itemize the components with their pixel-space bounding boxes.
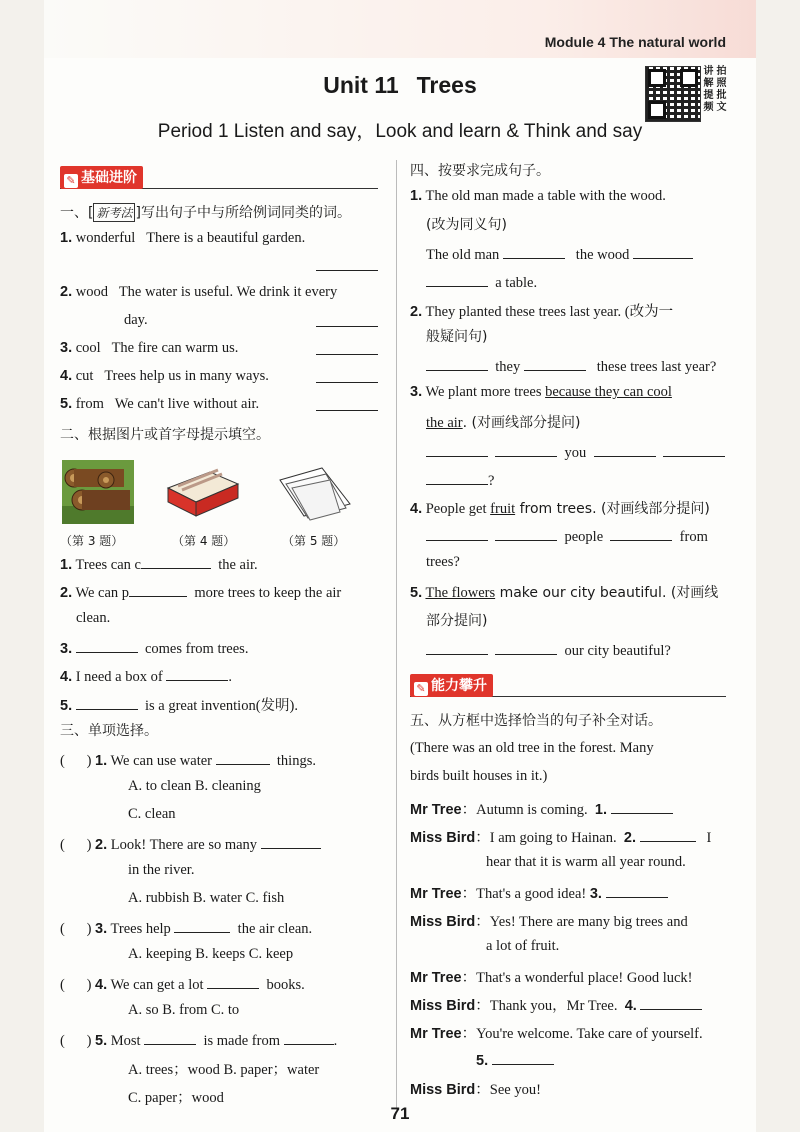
section-header-basic <box>60 166 378 189</box>
pencil-icon: ✎ <box>64 174 78 188</box>
answer-blank[interactable] <box>141 554 211 569</box>
q4-item: 3. We plant more trees because they can cool <box>410 384 672 400</box>
dialogue-line: Miss Bird：I am going to Hainan. 2. I <box>410 826 711 847</box>
page-number: 71 <box>390 1104 410 1123</box>
q5-context: birds built houses in it.) <box>410 768 548 784</box>
answer-blank[interactable] <box>640 995 702 1010</box>
q5-context: (There was an old tree in the forest. Many <box>410 740 654 756</box>
caption-3: （第 3 题） <box>60 534 124 548</box>
answer-blank[interactable] <box>495 526 557 541</box>
q3-item: ( ) 2. Look! There are so many <box>60 834 321 854</box>
dialogue-line: Miss Bird：See you! <box>410 1082 541 1098</box>
left-column: ✎ 基础进阶 一、[ 新考法 ]写出句子中与所给例词同类的词。 1. wonderful There is a beautiful garden. 2. wood The water is useful. We drink it every day. 3. cool The fire can warm us. 4. cut Trees help us in many ways. 5. from We can't live without air. 二、根据图片或首字母提示填空。 （第 3 题） （第 4 题） （第 5 题） 1. Trees can c the air. 2. We can p more trees to keep the air clean. 3. comes from trees. 4. I need a box of . 5. is a great invention(发明). 三、单项选择。 ( ) 1. We can use water things. A. to clean B. cleaning C. clean ( ) 2. Look! There are so many in the river. A. rubbish B. water C. fish ( ) 3. Trees help the air clean. A. keeping B. keeps C. keep ( ) 4. We can get a lot books. A. so B. from C. to ( ) 5. Most is made from . A. trees；wood B. paper；water C. paper；wood <box>60 160 382 1100</box>
q4-item: 4. People get fruit from trees. (对画线部分提问) <box>410 501 710 517</box>
answer-blank[interactable] <box>611 799 673 814</box>
answer-bracket[interactable]: ( ) <box>60 921 92 937</box>
q3-item: ( ) 1. We can use water things. <box>60 750 316 770</box>
q5-heading: 五、从方框中选择恰当的句子补全对话。 <box>410 713 662 729</box>
q2-item: 5. is a great invention(发明). <box>60 694 298 715</box>
q3-options: A. to clean B. cleaning <box>128 778 261 794</box>
q1-item: 2. wood The water is useful. We drink it every <box>60 284 338 300</box>
answer-blank[interactable] <box>284 1030 334 1045</box>
dialogue-line: Miss Bird：Thank you，Mr Tree. 4. <box>410 994 702 1015</box>
answer-blank[interactable] <box>594 442 656 457</box>
answer-blank[interactable] <box>426 526 488 541</box>
answer-blank[interactable] <box>640 827 696 842</box>
answer-blank[interactable] <box>316 312 378 327</box>
answer-blank[interactable] <box>524 356 586 371</box>
q4-item: 1. The old man made a table with the wood. <box>410 188 666 204</box>
q3-item: ( ) 4. We can get a lot books. <box>60 974 305 994</box>
dialogue-line: Mr Tree：You're welcome. Take care of yourself. <box>410 1026 703 1042</box>
answer-blank[interactable] <box>633 244 693 259</box>
q4-item: 5. The flowers make our city beautiful. (对画线 <box>410 585 719 601</box>
answer-blank[interactable] <box>495 640 557 655</box>
q2-pictures <box>60 458 380 528</box>
column-divider <box>396 160 397 1110</box>
q2-item: 2. We can p more trees to keep the air <box>60 582 341 602</box>
answer-blank[interactable] <box>316 340 378 355</box>
qr-code-icon[interactable] <box>645 66 701 122</box>
q2-item: 1. Trees can c the air. <box>60 554 258 574</box>
answer-blank[interactable] <box>503 244 565 259</box>
answer-blank[interactable] <box>426 640 488 655</box>
q2-item: 4. I need a box of . <box>60 666 232 686</box>
answer-bracket[interactable]: ( ) <box>60 977 92 993</box>
answer-blank[interactable] <box>174 918 230 933</box>
answer-blank[interactable] <box>495 442 557 457</box>
q2-heading: 二、根据图片或首字母提示填空。 <box>60 427 270 443</box>
answer-blank[interactable] <box>129 582 187 597</box>
answer-blank[interactable] <box>144 1030 196 1045</box>
answer-blank[interactable] <box>207 974 259 989</box>
answer-blank[interactable] <box>316 256 378 271</box>
answer-blank[interactable] <box>261 834 321 849</box>
pencil-icon: ✎ <box>414 682 428 696</box>
dialogue-line: Mr Tree：That's a wonderful place! Good luck! <box>410 970 693 986</box>
matchbox-image <box>168 470 238 516</box>
caption-5: （第 5 题） <box>282 534 346 548</box>
q3-options: A. keeping B. keeps C. keep <box>128 946 294 962</box>
answer-blank[interactable] <box>316 396 378 411</box>
q1-item: 1. wonderful There is a beautiful garden. <box>60 230 306 246</box>
logs-image <box>62 460 134 524</box>
q4-item: 2. They planted these trees last year. (改为一 <box>410 304 674 320</box>
q3-options: A. trees；wood B. paper；water <box>128 1062 320 1078</box>
module-title: Module 4 The natural world <box>544 34 726 50</box>
answer-blank[interactable] <box>426 356 488 371</box>
qr-labels: 讲 拍 解 照 提 批 频 文 <box>703 66 727 113</box>
q1-heading: 一、[ 新考法 ]写出句子中与所给例词同类的词。 <box>60 205 351 221</box>
q1-item: 5. from We can't live without air. <box>60 396 260 412</box>
q3-options: C. clean <box>128 806 176 822</box>
unit-name: Trees <box>416 72 477 98</box>
right-column: 四、按要求完成句子。 1. The old man made a table with the wood. (改为同义句) The old man the wood a table. 2. They planted these trees last year. (改为一 般疑问句) they these trees last year? 3. We plant more trees because they can cool the air. (对画线部分提问) you ? 4. People get fruit from trees. (对画线部分提问) people from trees? 5. The flowers make our city beautiful. (对画线 部分提问) our city beautiful? ✎ 能力攀升 五、从方框中选择恰当的句子补全对话。 (There was an old tree in the forest. Many birds built houses in it.) Mr Tree：Autumn is coming. 1. Miss Bird：I am going to Hainan. 2. I hear that it is warm all year round. Mr Tree：That's a good idea! 3. Miss Bird：Yes! There are many big trees and a lot of fruit. Mr Tree：That's a wonderful place! Good luck! Miss Bird：Thank you，Mr Tree. 4. Mr Tree：You're welcome. Take care of yourself. 5. Miss Bird：See you! <box>410 160 730 1100</box>
answer-blank[interactable] <box>76 695 138 710</box>
q3-heading: 三、单项选择。 <box>60 723 158 739</box>
answer-blank[interactable] <box>426 470 488 485</box>
answer-blank[interactable] <box>492 1050 554 1065</box>
answer-bracket[interactable]: ( ) <box>60 1033 92 1049</box>
q3-item: ( ) 5. Most is made from . <box>60 1030 337 1050</box>
answer-bracket[interactable]: ( ) <box>60 837 92 853</box>
answer-blank[interactable] <box>216 750 270 765</box>
q4-heading: 四、按要求完成句子。 <box>410 163 550 179</box>
answer-blank[interactable] <box>316 368 378 383</box>
dialogue-line: Mr Tree：That's a good idea! 3. <box>410 882 668 903</box>
section-badge-basic: ✎ 基础进阶 <box>60 166 143 189</box>
q3-item: ( ) 3. Trees help the air clean. <box>60 918 312 938</box>
answer-blank[interactable] <box>76 638 138 653</box>
dialogue-line: Mr Tree：Autumn is coming. 1. <box>410 798 673 819</box>
answer-blank[interactable] <box>166 666 228 681</box>
answer-blank[interactable] <box>663 442 725 457</box>
new-method-tag: 新考法 <box>93 203 135 222</box>
period-title: Period 1 Listen and say，Look and learn & Think and say <box>157 121 643 142</box>
q3-options: A. so B. from C. to <box>128 1002 240 1018</box>
unit-number: Unit 11 <box>323 72 399 98</box>
answer-blank[interactable] <box>606 883 668 898</box>
q1-item: 3. cool The fire can warm us. <box>60 340 239 356</box>
answer-bracket[interactable]: ( ) <box>60 753 92 769</box>
q3-options: A. rubbish B. water C. fish <box>128 890 285 906</box>
q3-options: C. paper；wood <box>128 1090 224 1106</box>
answer-blank[interactable] <box>426 442 488 457</box>
q1-item: 4. cut Trees help us in many ways. <box>60 368 269 384</box>
section-badge-advanced: ✎ 能力攀升 <box>410 674 493 697</box>
caption-4: （第 4 题） <box>172 534 236 548</box>
paper-image <box>280 468 350 520</box>
dialogue-line: Miss Bird：Yes! There are many big trees and <box>410 914 688 930</box>
answer-blank[interactable] <box>610 526 672 541</box>
answer-blank[interactable] <box>426 272 488 287</box>
section-header-advanced <box>410 674 726 697</box>
q2-item: 3. comes from trees. <box>60 638 248 658</box>
